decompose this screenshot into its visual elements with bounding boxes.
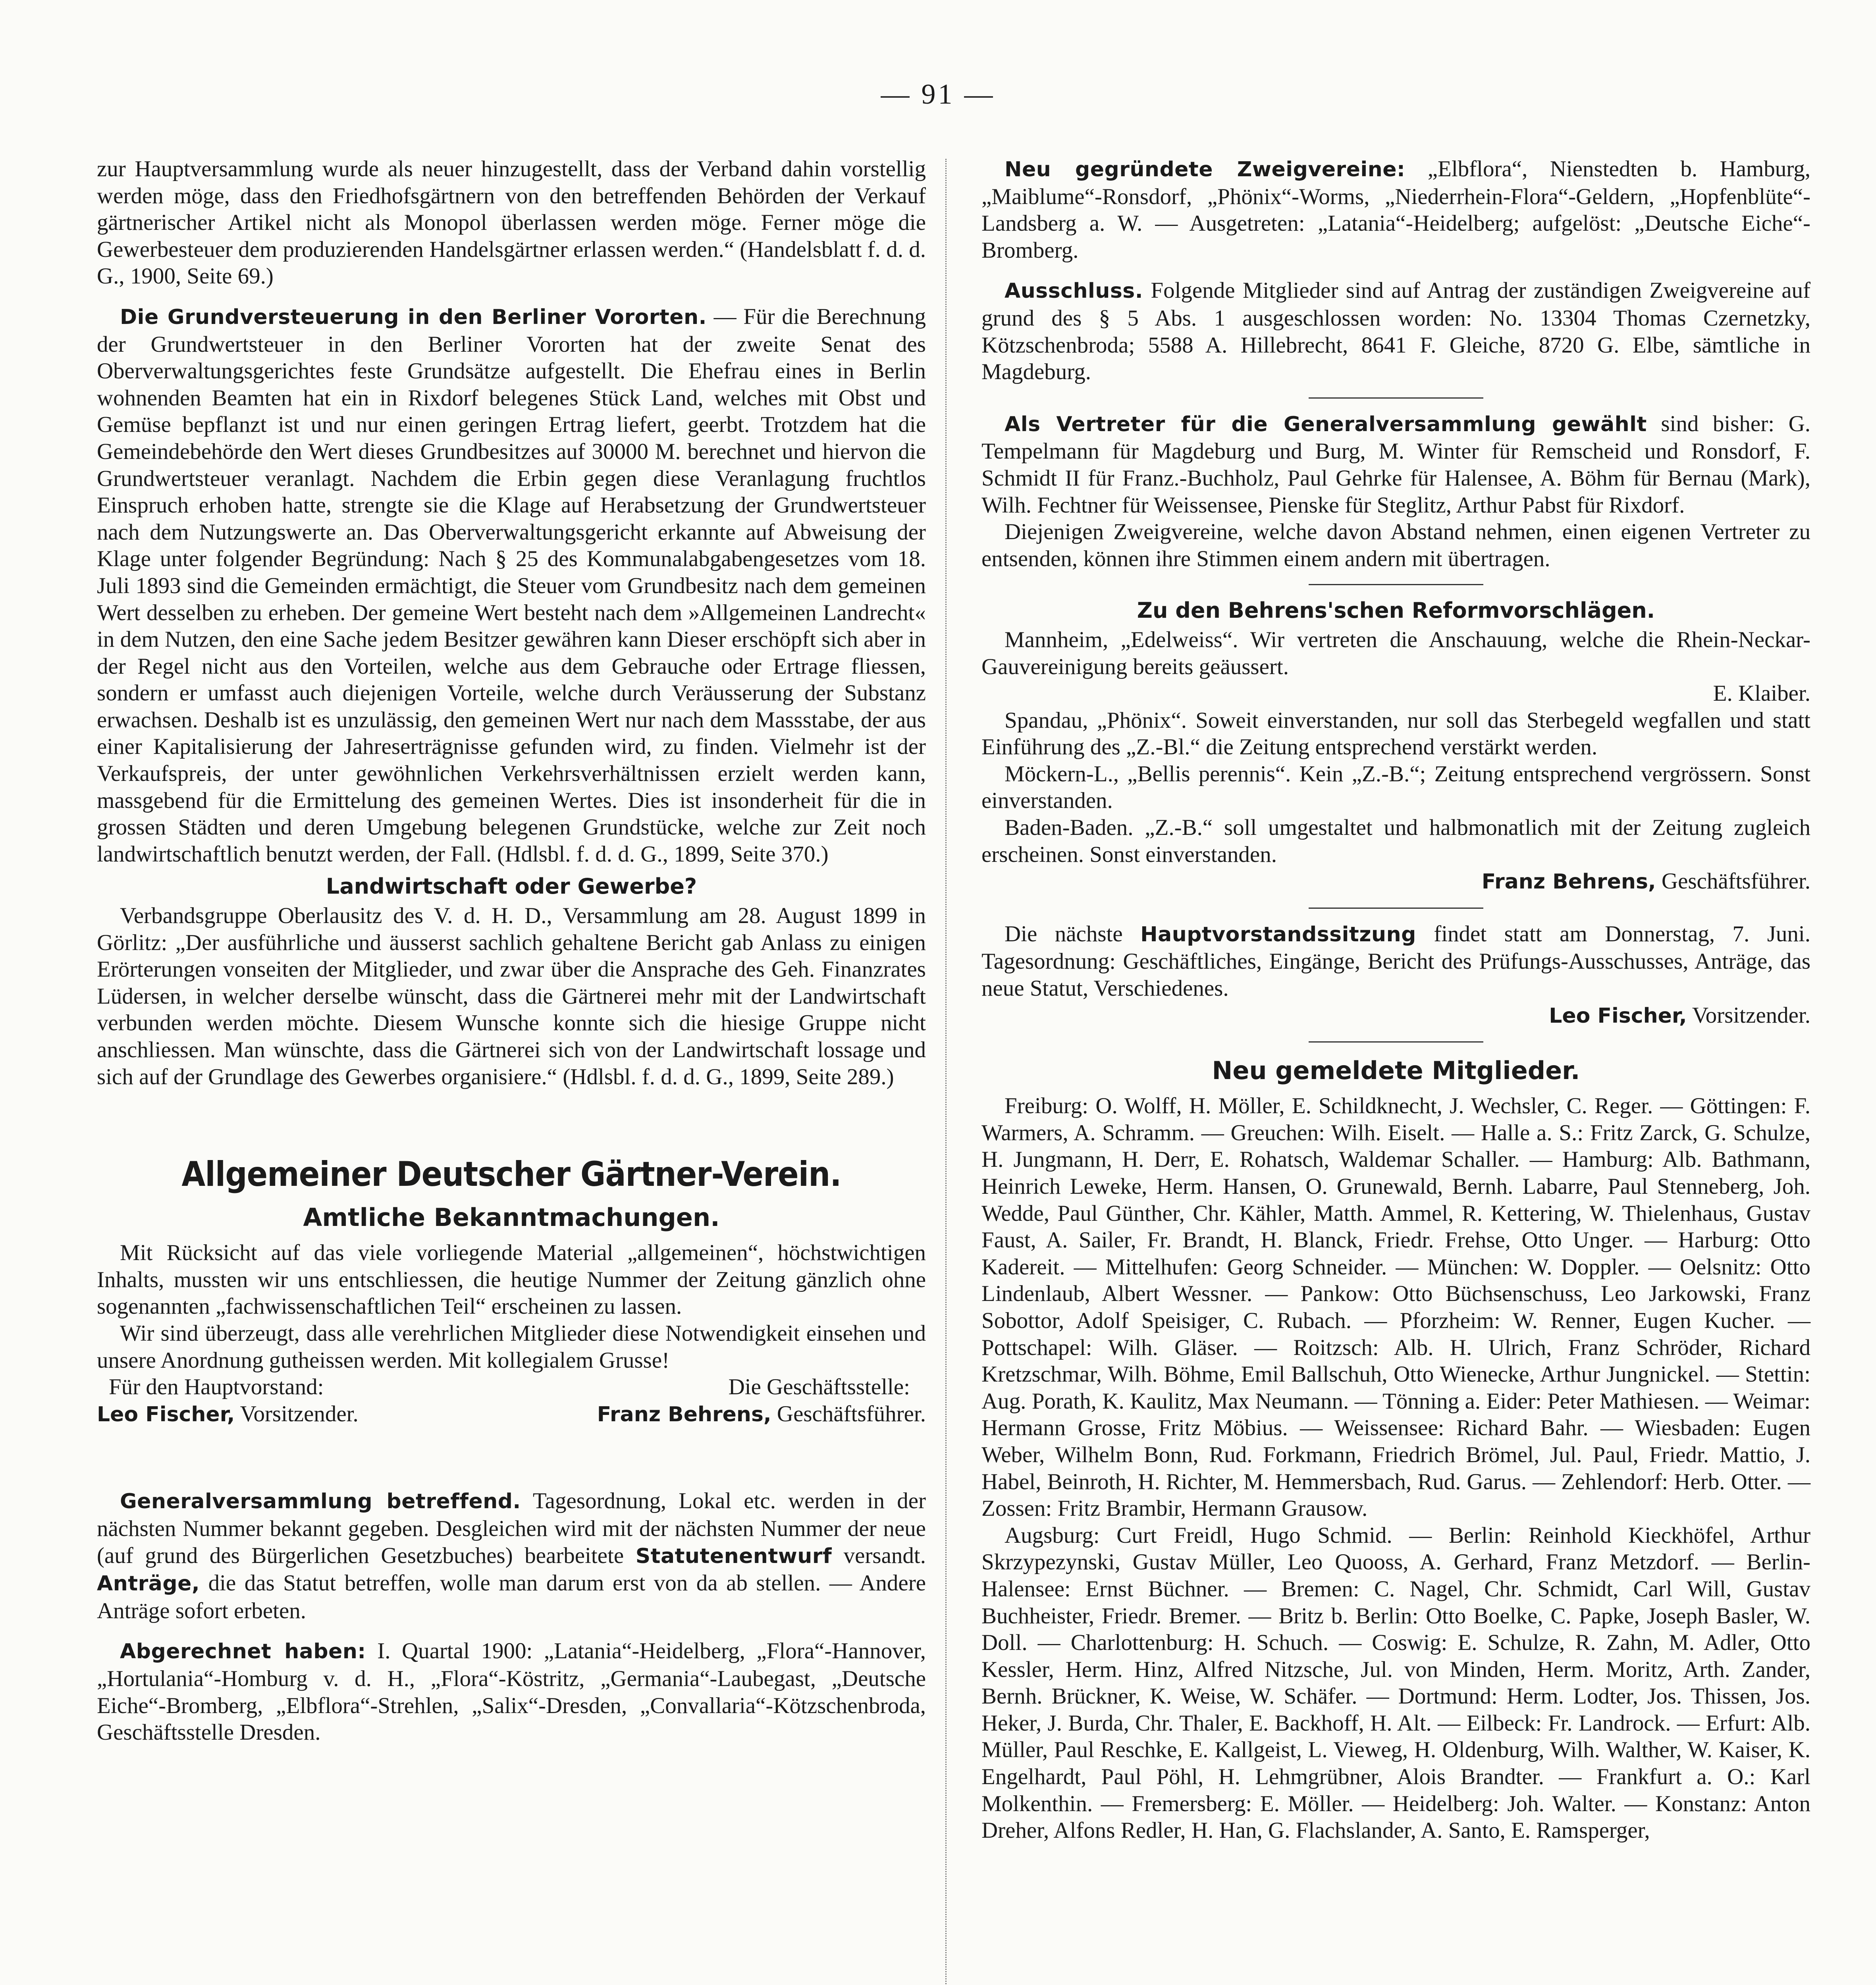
sign-left — [97, 1401, 359, 1428]
haupt-signature — [981, 1002, 1810, 1030]
haupt-heading: Hauptvorstandssitzung — [1140, 922, 1416, 946]
page-number: — 91 — — [881, 78, 995, 110]
neu-article — [981, 156, 1810, 264]
neu-body: „Elbflora“, Nienstedten b. Hamburg, „Maiblume“-Ronsdorf, „Phönix“-Worms, „Niederrhein-Flora“-Geldern, „Hopfenblüte“-Landsberg a. W. — Ausgetreten: „Latania“-Heidelberg; aufgelöst: „Deutsche Eiche“-Bromberg. — [981, 156, 1810, 263]
reform-sign-name: Franz Behrens, — [1481, 870, 1656, 894]
land-heading: Landwirtschaft oder Gewerbe? — [326, 874, 697, 899]
gv-body-2: versandt. — [832, 1543, 926, 1568]
reform-sign-1: E. Klaiber. — [1713, 681, 1810, 706]
haupt-sign-name: Leo Fischer, — [1549, 1004, 1687, 1028]
announcement-paragraph-1: Mit Rücksicht auf das viele vorliegende Material „allgemeinen“, höchstwichtigen Inhalts, mussten wir uns entschliessen, die heutige Nummer der Zeitung gänzlich ohne sogenannten „fachwissenschaftlichen Teil“ erscheinen zu lassen. — [97, 1240, 926, 1319]
intro-paragraph: zur Hauptversammlung wurde als neuer hinzugestellt, dass der Verband dahin vorstellig werden möge, dass den Friedhofsgärtnern von den betreffenden Behörden der Verkauf gärtnerischer Artikel nicht als Monopol überlassen werden möge. Ferner möge die Gewerbesteuer dem produzierenden Handelsgärtner erlassen werden.“ (Handelsblatt f. d. d. G., 1900, Seite 69.) — [97, 156, 926, 289]
gv-antraege: Anträge, — [97, 1572, 200, 1596]
grund-article — [97, 303, 926, 867]
vert-article — [981, 410, 1810, 518]
haupt-pre: Die nächste — [1005, 921, 1141, 946]
reform-paragraph-1: Mannheim, „Edelweiss“. Wir vertreten die Anschauung, welche die Rhein-Neckar-Gauvereinigung bereits geäussert. — [981, 627, 1810, 679]
haupt-article — [981, 921, 1810, 1002]
vert-paragraph-2: Diejenigen Zweigvereine, welche davon Abstand nehmen, einen eigenen Vertreter zu entsenden, können ihre Stimmen einem andern mit übertragen. — [981, 519, 1810, 571]
gv-body-1: Tagesordnung, Lokal etc. werden in der nächsten Nummer bekannt gegeben. Desgleichen wird mit der nächsten Nummer der neue (auf grund des Bürgerlichen Gesetzbuches) bearbeitete — [97, 1488, 926, 1568]
section-rule — [1309, 397, 1483, 399]
vert-body: sind bisher: G. Tempelmann für Magdeburg und Burg, M. Winter für Remscheid und Ronsdorf, F. Schmidt II für Franz.-Buchholz, Paul Gehrke für Halensee, A. Böhm für Bernau (Mark), Wilh. Fechtner für Weissensee, Pienske für Steglitz, Arthur Pabst für Rixdorf. — [981, 411, 1810, 518]
announcements-title: Amtliche Bekanntmachungen. — [303, 1203, 720, 1232]
sign-right-name: Franz Behrens, — [597, 1402, 771, 1426]
announcement-paragraph-2: Wir sind überzeugt, dass alle verehrlichen Mitglieder diese Notwendigkeit einsehen und unsere Anordnung gutheissen werden. Mit kollegialem Grusse! — [97, 1320, 926, 1373]
left-column — [97, 156, 926, 1746]
members-heading: Neu gemeldete Mitglieder. — [1212, 1056, 1580, 1085]
reform-signature — [981, 868, 1810, 896]
signature-names — [97, 1401, 926, 1428]
reform-heading: Zu den Behrens'schen Reformvorschlägen. — [1137, 598, 1655, 623]
column-divider — [945, 159, 947, 1985]
vert-heading: Als Vertreter für die Generalversammlung gewählt — [1005, 412, 1647, 436]
sign-left-role: Vorsitzender. — [235, 1401, 359, 1426]
section-rule — [1309, 1041, 1483, 1043]
gv-heading: Generalversammlung betreffend. — [120, 1490, 521, 1514]
aus-article — [981, 277, 1810, 385]
reform-paragraph-3: Möckern-L., „Bellis perennis“. Kein „Z.-B.“; Zeitung entsprechend vergrössern. Sonst einverstanden. — [981, 761, 1810, 813]
reform-sign-role: Geschäftsführer. — [1656, 869, 1810, 894]
gv-article — [97, 1488, 926, 1624]
sign-left-name: Leo Fischer, — [97, 1402, 235, 1426]
aus-heading: Ausschluss. — [1005, 279, 1143, 303]
sign-right — [597, 1401, 926, 1428]
sign-left-label: Für den Hauptvorstand: — [109, 1374, 324, 1400]
gv-body-3: die das Statut betreffen, wolle man darum erst von da ab stellen. — Andere Anträge sofort erbeten. — [97, 1571, 926, 1623]
members-list-1: Freiburg: O. Wolff, H. Möller, E. Schildknecht, J. Wechsler, C. Reger. — Göttingen: F. Warmers, A. Schramm. — Greuchen: Wilh. Eiselt. — Halle a. S.: Fritz Zarck, G. Schulze, H. Jungmann, H. Derr, E. Rohatsch, Waldemar Schaller. — Hamburg: Alb. Bathmann, Heinrich Leweke, Herm. Hansen, O. Grunewald, Bernh. Labarre, Paul Stenneberg, Joh. Wedde, Paul Günther, Chr. Kähler, Matth. Ammel, R. Kettering, W. Thielenhaus, Gustav Faust, A. Sailer, Fr. Brandt, H. Blanck, Friedr. Frehse, Otto Unger. — Harburg: Otto Kadereit. — Mittelhufen: Georg Schneider. — München: W. Doppler. — Oelsnitz: Otto Lindenlaub, Albert Wessner. — Pankow: Otto Büchsenschuss, Leo Jarkowski, Franz Sobottor, Adolf Speisiger, C. Rubach. — Pforzheim: W. Renner, Eugen Kucher. — Pottschapel: Wilh. Gläser. — Roitzsch: Alb. H. Ulrich, Franz Schröder, Richard Kretzschmar, Wilh. Böhme, Emil Ballschuh, Otto Wienecke, Arthur Jungnickel. — Stettin: Aug. Porath, K. Kaulitz, Max Neumann. — Tönning a. Eider: Peter Mathiesen. — Weimar: Hermann Grosse, Fritz Möbius. — Weissensee: Richard Bahr. — Wiesbaden: Eugen Weber, Wilhelm Bonn, Rud. Forkmann, Friedrich Brömel, Jul. Paul, Friedr. Mattio, J. Habel, Beinroth, H. Richter, M. Hemmersbach, Rud. Garus. — Zehlendorf: Herb. Otter. — Zossen: Fritz Brambir, Hermann Grausow. — [981, 1093, 1810, 1521]
haupt-sign-role: Vorsitzender. — [1687, 1002, 1810, 1028]
abg-heading: Abgerechnet haben: — [120, 1640, 366, 1664]
abg-body: I. Quartal 1900: „Latania“-Heidelberg, „Flora“-Hannover, „Hortulania“-Homburg v. d. H., „Flora“-Köstritz, „Germania“-Laubegast, „Deutsche Eiche“-Bromberg, „Elbflora“-Strehlen, „Salix“-Dresden, „Convallaria“-Kötzschenbroda, Geschäftsstelle Dresden. — [97, 1638, 926, 1745]
sign-right-role: Geschäftsführer. — [771, 1401, 926, 1426]
land-body: Verbandsgruppe Oberlausitz des V. d. H. D., Versammlung am 28. August 1899 in Görlitz: „Der ausführliche und äusserst sachlich gehaltene Bericht gab Anlass zu einigen Erörterungen vonseiten der Mitglieder, und zwar über die Ansprache des Geh. Finanzrates Lüdersen, in welcher derselbe wünscht, dass die Gärtnerei mehr mit der Landwirtschaft verbunden werden möchte. Diesem Wunsche konnte sich die hiesige Gruppe nicht anschliessen. Man wünschte, dass die Gärtnerei sich von der Landwirtschaft lossage und sich auf der Grundlage des Gewerbes organisiere.“ (Hdlsbl. f. d. d. G., 1899, Seite 289.) — [97, 903, 926, 1089]
haupt-body: findet statt am Donnerstag, 7. Juni. Tagesordnung: Geschäftliches, Eingänge, Bericht des Prüfungs-Ausschusses, Anträge, das neue Statut, Verschiedenes. — [981, 921, 1810, 1001]
reform-paragraph-4: Baden-Baden. „Z.-B.“ soll umgestaltet und halbmonatlich mit der Zeitung zugleich erscheinen. Sonst einverstanden. — [981, 815, 1810, 867]
neu-heading: Neu gegründete Zweigvereine: — [1005, 158, 1406, 181]
right-column — [981, 156, 1810, 1844]
section-rule — [1309, 584, 1483, 585]
reform-paragraph-2: Spandau, „Phönix“. Soweit einverstanden, nur soll das Sterbegeld wegfallen und statt Einführung des „Z.-Bl.“ die Zeitung entsprechend verstärkt werden. — [981, 707, 1810, 760]
signature-labels — [97, 1374, 926, 1401]
grund-body: — Für die Berechnung der Grundwertsteuer in den Berliner Vororten hat der zweite Senat des Oberverwaltungsgerichtes feste Grundsätze aufgestellt. Die Ehefrau eines in Berlin wohnenden Beamten hat ein in Rixdorf belegenes Stück Land, welches mit Obst und Gemüse bepflanzt ist und nur einen geringen Ertrag liefert, geerbt. Trotzdem hat die Gemeindebehörde den Wert dieses Grundbesitzes auf 30000 M. berechnet und hiervon die Grundwertsteuer veranlagt. Nachdem die Erbin gegen diese Veranlagung fruchtlos Einspruch erhoben hatte, strengte sie die Klage auf Herabsetzung der Grundwertsteuer nach dem Nutzungswerte an. Das Oberverwaltungsgericht erkannte auf Abweisung der Klage unter folgender Begründung: Nach § 25 des Kommunalabgabengesetzes vom 18. Juli 1893 sind die Gemeinden ermächtigt, die Steuer vom Grundbesitz nach dem gemeinen Wert desselben zu erheben. Der gemeine Wert besteht nach dem »Allgemeinen Landrecht« in dem Nutzen, den eine Sache jedem Besitzer gewähren kann Dieser erschöpft sich aber in der Regel nicht aus den Vorteilen, welche aus dem Gebrauche oder Ertrage fliessen, sondern er umfasst auch diejenigen Vorteile, welche durch Veräusserung der Substanz erwachsen. Deshalb ist es unzulässig, den gemeinen Wert nur nach dem Massstabe, der aus einer Kapitalisierung der Jahreserträgnisse gefunden wird, zu finden. Vielmehr ist der Verkaufspreis, der unter gewöhnlichen Verkehrsverhältnissen erzielt werden kann, massgebend für die Ermittelung des gemeinen Wertes. Dies ist insonderheit für die in grossen Städten und deren Umgebung belegenen Grundstücke, welche zur Zeit noch landwirtschaftlich benutzt werden, der Fall. (Hdlsbl. f. d. d. G., 1899, Seite 370.) — [97, 304, 926, 867]
sign-right-label: Die Geschäftsstelle: — [728, 1374, 910, 1400]
aus-body: Folgende Mitglieder sind auf Antrag der zuständigen Zweigvereine auf grund des § 5 Abs. 1 ausgeschlossen worden: No. 13304 Thomas Czernetzky, Kötzschenbroda; 5588 A. Hillebrecht, 8641 F. Gleiche, 8720 G. Elbe, sämtliche in Magdeburg. — [981, 278, 1810, 385]
grund-heading: Die Grundversteuerung in den Berliner Vororten. — [120, 305, 707, 329]
abg-article — [97, 1638, 926, 1746]
members-list-2: Augsburg: Curt Freidl, Hugo Schmid. — Berlin: Reinhold Kieckhöfel, Arthur Skrzypezynski, Gustav Müller, Leo Quooss, A. Gerhard, Franz Metzdorf. — Berlin-Halensee: Ernst Büchner. — Bremen: C. Nagel, Chr. Schmidt, Carl Will, Gustav Buchheister, Friedr. Bremer. — Britz b. Berlin: Otto Boelke, C. Papke, Joseph Basler, W. Doll. — Charlottenburg: H. Schuch. — Coswig: E. Schulze, R. Zahn, M. Adler, Otto Kessler, Herm. Hinz, Alfred Nitzsche, Jul. von Minden, Herm. Moritz, Arth. Zander, Bernh. Brückner, K. Weise, W. Schäfer. — Dortmund: Herm. Lodter, Jos. Thissen, Jos. Heker, J. Burda, Chr. Thaler, E. Backhoff, H. Alt. — Eilbeck: Fr. Landrock. — Erfurt: Alb. Müller, Paul Reschke, E. Kallgeist, L. Vieweg, H. Oldenburg, Wilh. Walther, W. Kaiser, K. Engelhardt, Paul Pöhl, H. Lehmgrübner, Alois Brandter. — Frankfurt a. O.: Karl Molkenthin. — Fremersberg: E. Möller. — Heidelberg: Joh. Walter. — Konstanz: Anton Dreher, Alfons Redler, H. Han, G. Flachslander, A. Santo, E. Ramsperger, — [981, 1522, 1810, 1843]
gv-statut: Statutenentwurf — [635, 1544, 832, 1568]
section-rule — [1309, 908, 1483, 909]
association-title: Allgemeiner Deutscher Gärtner-Verein. — [181, 1154, 841, 1195]
